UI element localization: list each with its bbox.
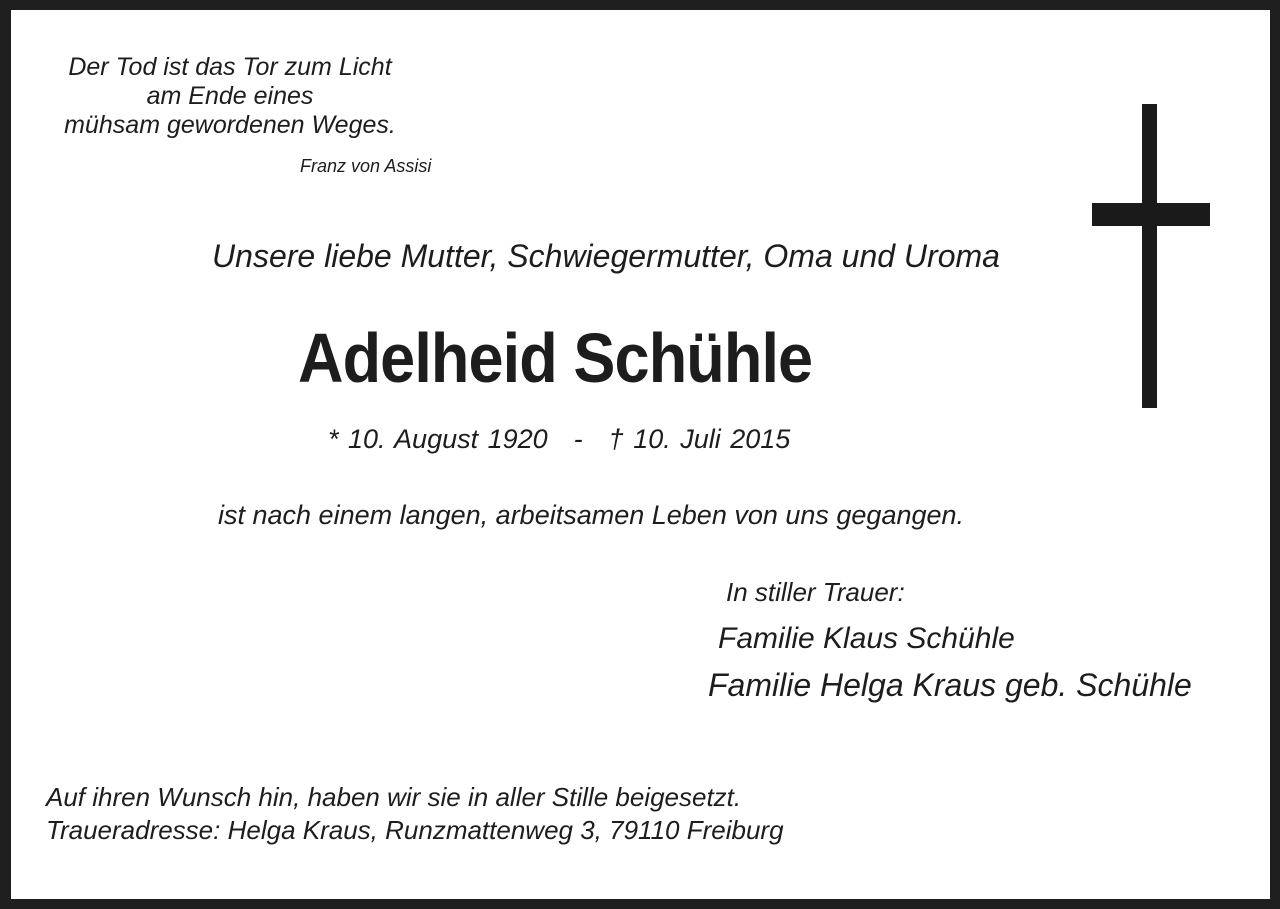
mourning-heading: In stiller Trauer: bbox=[726, 577, 905, 607]
latin-cross-icon bbox=[1092, 104, 1212, 408]
deceased-name: Adelheid Schühle bbox=[298, 319, 813, 397]
mourning-address: Traueradresse: Helga Kraus, Runzmattenweg 3, 79110 Freiburg bbox=[46, 815, 784, 845]
mourner-family: Familie Helga Kraus geb. Schühle bbox=[708, 667, 1192, 703]
quote-line: Der Tod ist das Tor zum Licht bbox=[68, 53, 392, 81]
birth-date: * 10. August 1920 bbox=[328, 424, 548, 454]
quote-block bbox=[40, 53, 420, 140]
intro-line: Unsere liebe Mutter, Schwiegermutter, Oma und Uroma bbox=[212, 238, 1000, 274]
life-dates bbox=[328, 424, 790, 455]
life-text: ist nach einem langen, arbeitsamen Leben von uns gegangen. bbox=[218, 500, 965, 530]
burial-note: Auf ihren Wunsch hin, haben wir sie in aller Stille beigesetzt. bbox=[46, 782, 742, 812]
mourner-family: Familie Klaus Schühle bbox=[718, 622, 1015, 655]
quote-author: Franz von Assisi bbox=[300, 156, 432, 176]
death-date: † 10. Juli 2015 bbox=[608, 424, 791, 454]
quote-line: mühsam gewordenen Weges. bbox=[64, 111, 396, 139]
date-separator: - bbox=[573, 424, 583, 454]
quote-line: am Ende eines bbox=[146, 82, 314, 110]
